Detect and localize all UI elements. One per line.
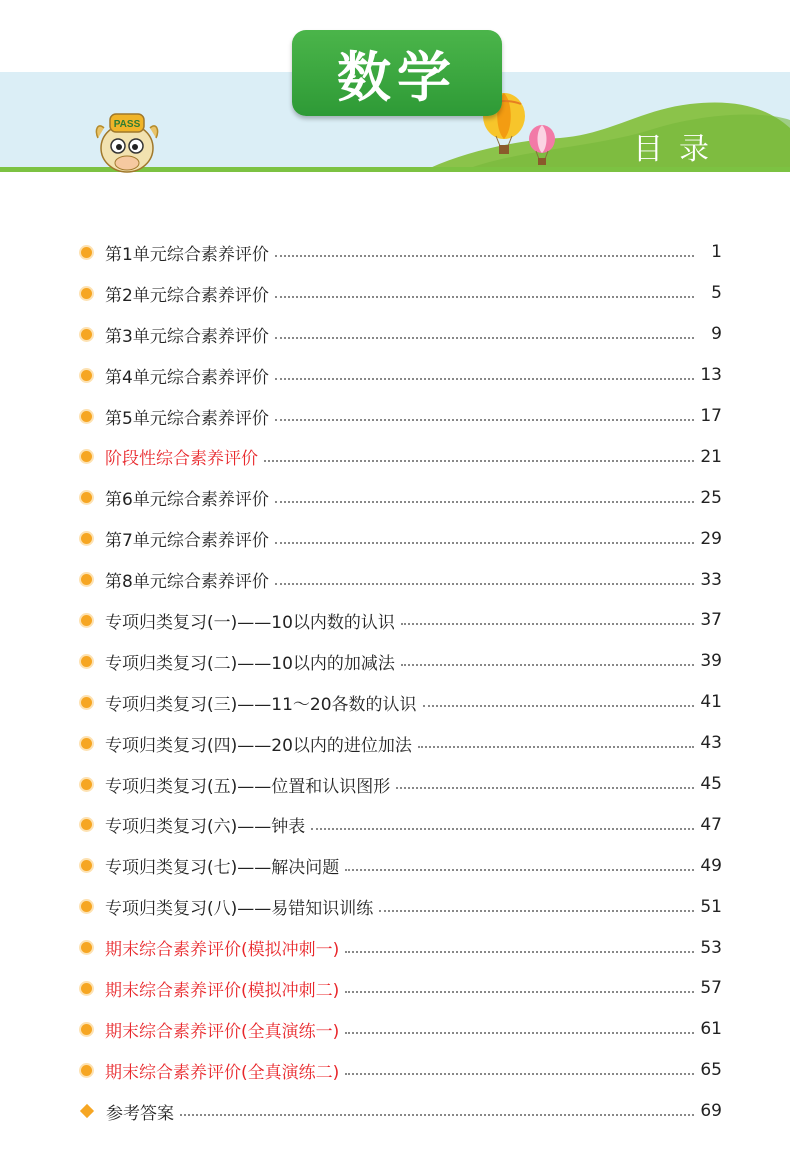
- toc-entry-page: 17: [700, 406, 722, 426]
- toc-entry[interactable]: [80, 600, 722, 641]
- toc-entry-page: 21: [700, 446, 722, 467]
- toc-entry[interactable]: [80, 927, 722, 968]
- toc-entry-page: 41: [700, 692, 722, 713]
- toc-entry-title: 参考答案: [106, 1103, 174, 1124]
- toc-entry-title: 期末综合素养评价(全真演练一): [105, 1021, 340, 1042]
- toc-entry-page: 57: [700, 978, 722, 999]
- toc-entry[interactable]: [80, 273, 722, 314]
- toc-entry[interactable]: [80, 559, 722, 600]
- circle-bullet-icon: [81, 819, 92, 830]
- toc-entry-page: 5: [711, 283, 722, 304]
- table-of-contents: [80, 232, 722, 1132]
- title-badge: [292, 30, 502, 116]
- dot-leader: [275, 337, 694, 339]
- toc-entry-title: 专项归类复习(四)——20以内的进位加法: [105, 735, 412, 756]
- circle-bullet-icon: [81, 1024, 92, 1035]
- dot-leader: [275, 419, 694, 421]
- toc-entry[interactable]: [80, 764, 722, 805]
- dot-leader: [275, 501, 694, 503]
- toc-entry-title: 第2单元综合素养评价: [105, 285, 269, 306]
- toc-entry[interactable]: [80, 1050, 722, 1091]
- toc-entry-title: 第5单元综合素养评价: [105, 408, 269, 429]
- diamond-bullet-icon: [80, 1104, 94, 1118]
- circle-bullet-icon: [81, 1065, 92, 1076]
- circle-bullet-icon: [81, 533, 92, 544]
- toc-entry[interactable]: [80, 723, 722, 764]
- toc-entry-page: 1: [711, 242, 722, 263]
- toc-entry-title: 专项归类复习(八)——易错知识训练: [105, 899, 374, 920]
- toc-entry-page: 51: [700, 896, 722, 917]
- toc-entry-page: 29: [700, 528, 722, 549]
- toc-entry-page: 45: [700, 774, 722, 795]
- circle-bullet-icon: [81, 370, 92, 381]
- toc-entry-page: 47: [700, 814, 722, 835]
- dot-leader: [379, 910, 694, 912]
- toc-entry-title: 阶段性综合素养评价: [105, 449, 258, 470]
- circle-bullet-icon: [81, 574, 92, 585]
- toc-entry[interactable]: [80, 845, 722, 886]
- dot-leader: [345, 1073, 694, 1075]
- toc-entry-title: 期末综合素养评价(模拟冲刺一): [105, 940, 340, 961]
- toc-entry-title: 第4单元综合素养评价: [105, 367, 269, 388]
- toc-heading: 目录: [633, 132, 725, 167]
- toc-entry-page: 69: [700, 1101, 722, 1122]
- toc-entry[interactable]: [80, 477, 722, 518]
- toc-entry-title: 专项归类复习(三)——11～20各数的认识: [105, 694, 417, 715]
- dot-leader: [311, 828, 694, 830]
- toc-entry-page: 13: [700, 365, 722, 386]
- circle-bullet-icon: [81, 738, 92, 749]
- dot-leader: [180, 1114, 694, 1116]
- dot-leader: [264, 460, 694, 462]
- toc-entry-title: 专项归类复习(七)——解决问题: [105, 858, 340, 879]
- circle-bullet-icon: [81, 451, 92, 462]
- toc-entry-title: 第6单元综合素养评价: [105, 490, 269, 511]
- page-title: 数学: [337, 45, 457, 109]
- circle-bullet-icon: [81, 901, 92, 912]
- toc-entry[interactable]: [80, 682, 722, 723]
- dot-leader: [423, 705, 694, 707]
- toc-entry-page: 53: [700, 937, 722, 958]
- mascot-hat-text: PASS: [113, 119, 141, 130]
- toc-entry-page: 9: [711, 324, 722, 345]
- toc-entry-title: 专项归类复习(六)——钟表: [105, 817, 306, 838]
- toc-entry[interactable]: [80, 1009, 722, 1050]
- circle-bullet-icon: [81, 492, 92, 503]
- toc-entry[interactable]: [80, 641, 722, 682]
- toc-entry[interactable]: [80, 518, 722, 559]
- toc-entry-title: 第8单元综合素养评价: [105, 572, 269, 593]
- circle-bullet-icon: [81, 247, 92, 258]
- dot-leader: [345, 869, 694, 871]
- toc-entry[interactable]: [80, 232, 722, 273]
- toc-entry-title: 专项归类复习(二)——10以内的加减法: [105, 653, 395, 674]
- dot-leader: [401, 623, 694, 625]
- toc-entry-title: 专项归类复习(一)——10以内数的认识: [105, 612, 395, 633]
- dot-leader: [275, 255, 694, 257]
- dot-leader: [345, 1032, 694, 1034]
- toc-entry-page: 37: [700, 610, 722, 631]
- circle-bullet-icon: [81, 860, 92, 871]
- circle-bullet-icon: [81, 329, 92, 340]
- toc-entry[interactable]: [80, 968, 722, 1009]
- toc-entry-page: 49: [700, 855, 722, 876]
- toc-entry-title: 第3单元综合素养评价: [105, 326, 269, 347]
- dot-leader: [275, 378, 694, 380]
- circle-bullet-icon: [81, 983, 92, 994]
- circle-bullet-icon: [81, 288, 92, 299]
- circle-bullet-icon: [81, 656, 92, 667]
- dot-leader: [396, 787, 694, 789]
- circle-bullet-icon: [81, 697, 92, 708]
- small-balloon-icon: [527, 124, 557, 166]
- toc-entry-page: 33: [700, 569, 722, 590]
- toc-entry-title: 第7单元综合素养评价: [105, 531, 269, 552]
- dot-leader: [418, 746, 694, 748]
- dot-leader: [275, 542, 694, 544]
- toc-entry-page: 65: [700, 1060, 722, 1081]
- toc-entry-page: 25: [700, 487, 722, 508]
- dot-leader: [401, 664, 694, 666]
- circle-bullet-icon: [81, 615, 92, 626]
- toc-entry[interactable]: [80, 804, 722, 845]
- toc-entry[interactable]: [80, 1091, 722, 1132]
- toc-entry[interactable]: [80, 314, 722, 355]
- mascot-icon: [92, 108, 162, 174]
- circle-bullet-icon: [81, 779, 92, 790]
- toc-entry-title: 专项归类复习(五)——位置和认识图形: [105, 776, 391, 797]
- circle-bullet-icon: [81, 942, 92, 953]
- toc-entry[interactable]: [80, 436, 722, 477]
- dot-leader: [275, 296, 694, 298]
- circle-bullet-icon: [81, 411, 92, 422]
- toc-entry[interactable]: [80, 355, 722, 396]
- toc-entry-page: 61: [700, 1019, 722, 1040]
- dot-leader: [275, 583, 694, 585]
- toc-entry-page: 39: [700, 651, 722, 672]
- toc-entry[interactable]: [80, 886, 722, 927]
- toc-entry-title: 期末综合素养评价(模拟冲刺二): [105, 980, 340, 1001]
- toc-entry-page: 43: [700, 733, 722, 754]
- dot-leader: [345, 991, 694, 993]
- header-banner: [0, 0, 790, 180]
- toc-entry-title: 期末综合素养评价(全真演练二): [105, 1062, 340, 1083]
- toc-entry[interactable]: [80, 396, 722, 437]
- dot-leader: [345, 951, 694, 953]
- toc-entry-title: 第1单元综合素养评价: [105, 244, 269, 265]
